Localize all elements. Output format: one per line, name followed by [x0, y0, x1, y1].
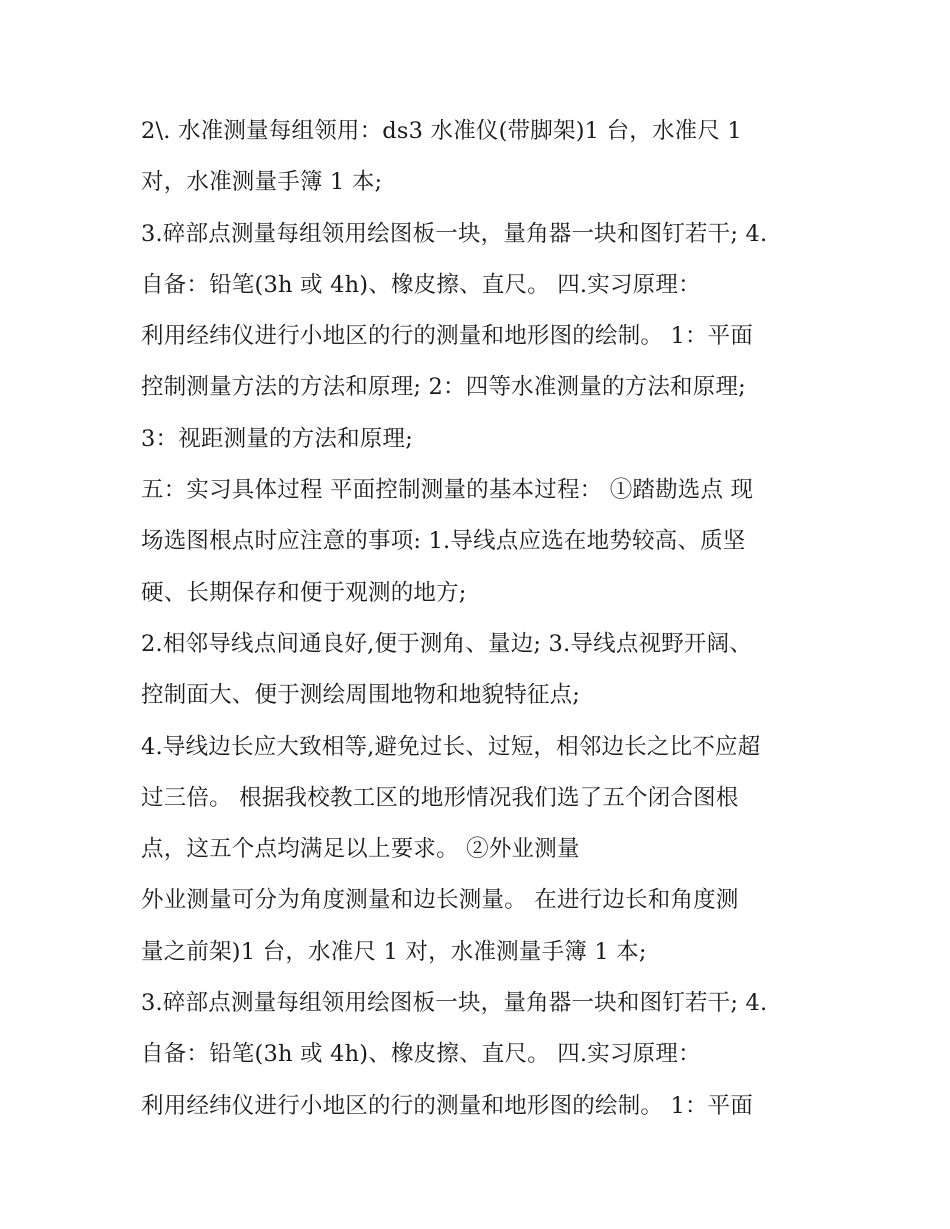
text-line: 对，水准测量手簿 1 本; — [141, 169, 383, 196]
text-line: 点，这五个点均满足以上要求。 ②外业测量 — [141, 836, 580, 863]
text-line: 3.碎部点测量每组领用绘图板一块，量角器一块和图钉若干; 4. — [141, 990, 768, 1017]
text-line: 利用经纬仪进行小地区的行的测量和地形图的绘制。 1：平面 — [141, 1092, 754, 1119]
text-line: 4.导线边长应大致相等,避免过长、过短，相邻边长之比不应超 — [141, 733, 761, 760]
text-line: 自备：铅笔(3h 或 4h)、橡皮擦、直尺。 四.实习原理： — [141, 271, 701, 298]
text-line: 自备：铅笔(3h 或 4h)、橡皮擦、直尺。 四.实习原理： — [141, 1041, 701, 1068]
text-line: 控制测量方法的方法和原理; 2：四等水准测量的方法和原理; — [141, 374, 746, 401]
text-line: 控制面大、便于测绘周围地物和地貌特征点; — [141, 682, 581, 709]
text-line: 外业测量可分为角度测量和边长测量。 在进行边长和角度测 — [141, 887, 739, 914]
body-text — [141, 111, 821, 1137]
text-line: 五：实习具体过程 平面控制测量的基本过程： ①踏勘选点 现 — [141, 477, 754, 504]
text-line: 3.碎部点测量每组领用绘图板一块，量角器一块和图钉若干; 4. — [141, 220, 768, 247]
text-line: 硬、长期保存和便于观测的地方; — [141, 579, 467, 606]
text-line: 量之前架)1 台，水准尺 1 对，水准测量手簿 1 本; — [141, 938, 647, 965]
text-line: 过三倍。 根据我校教工区的地形情况我们选了五个闭合图根 — [141, 784, 739, 811]
text-line: 利用经纬仪进行小地区的行的测量和地形图的绘制。 1：平面 — [141, 323, 754, 350]
text-line: 场选图根点时应注意的事项: 1.导线点应选在地势较高、质坚 — [141, 528, 746, 555]
text-line: 3：视距测量的方法和原理; — [141, 425, 413, 452]
text-line: 2\. 水准测量每组领用：ds3 水准仪(带脚架)1 台，水准尺 1 — [141, 118, 742, 144]
text-line: 2.相邻导线点间通良好,便于测角、量边; 3.导线点视野开阔、 — [141, 630, 753, 657]
